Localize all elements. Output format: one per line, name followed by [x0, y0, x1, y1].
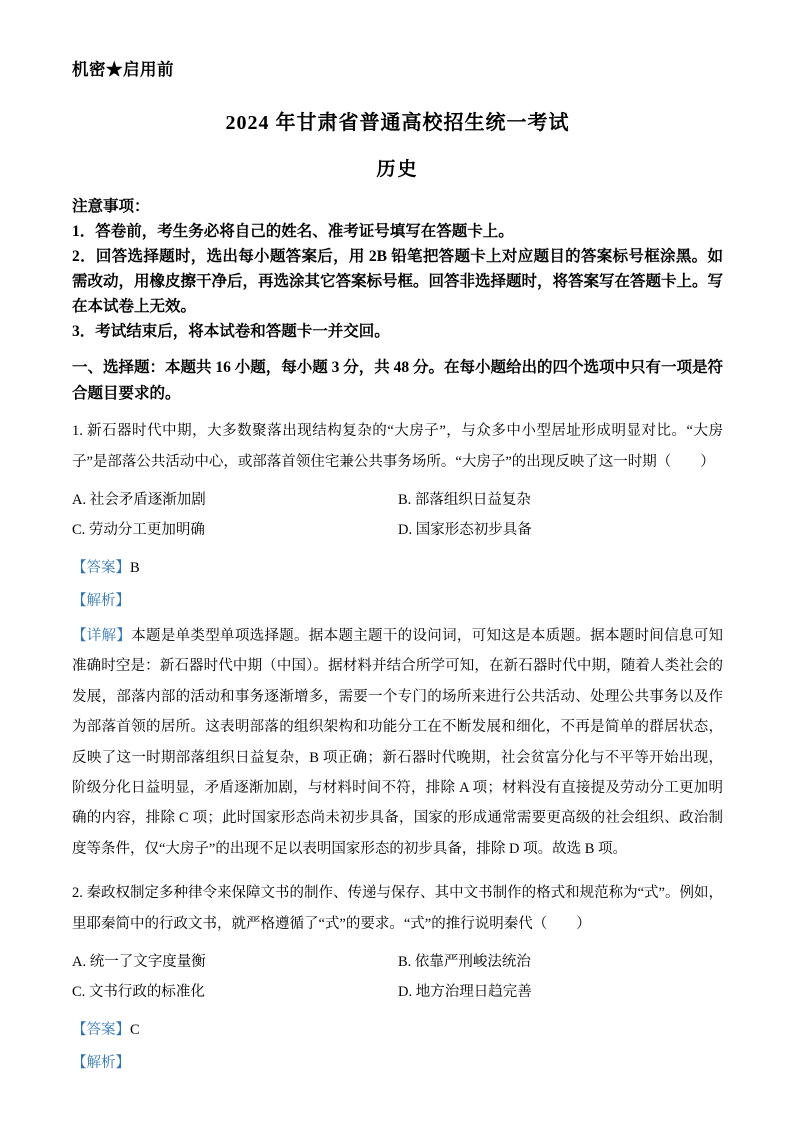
notice-section — [72, 194, 723, 344]
question-2-analysis-line — [72, 1053, 723, 1073]
classification-notice: 机密★启用前 — [72, 60, 174, 79]
answer-label: 【答案】 — [72, 1022, 130, 1039]
question-1-detail-text: 本题是单类型单项选择题。据本题主题干的设问词，可知这是本质题。据本题时间信息可知准确时空是：新石器时代中期（中国）。据材料并结合所学可知，在新石器时代中期，随着人类社会的发展，部落内部的活动和事务逐渐增多，需要一个专门的场所来进行公共活动、处理公共事务以及作为部落首领的居所。这表明部落的组织架构和功能分工在不断发展和细化，不再是简单的群居状态，反映了这一时期部落组织日益复杂，B 项正确；新石器时代晚期，社会贫富分化与不平等开始出现，阶级分化日益明显，矛盾逐渐加剧，与材料时间不符，排除 A 项；材料没有直接提及劳动分工更加明确的内容，排除 C 项；此时国家形态尚未初步具备，国家的形成通常需要更高级的社会组织、政治制度等条件，仅“大房子”的出现不足以表明国家形态的初步具备，排除 D 项。故选 B 项。 — [72, 628, 724, 857]
notice-item-1: 1．答卷前，考生务必将自己的姓名、准考证号填写在答题卡上。 — [72, 223, 514, 240]
question-2-stem: 2. 秦政权制定多种律令来保障文书的制作、传递与保存、其中文书制作的格式和规范称为“式”。例如，里耶秦简中的行政文书，就严格遵循了“式”的要求。“式”的推行说明秦代（ ） — [72, 885, 723, 933]
question-1-option-d: D. 国家形态初步具备 — [398, 522, 532, 538]
detail-label: 【详解】 — [72, 628, 132, 644]
answer-label: 【答案】 — [72, 560, 130, 576]
question-2-answer-value: C — [130, 1022, 140, 1039]
question-2-option-d: D. 地方治理日趋完善 — [398, 984, 532, 1001]
notice-item-2: 2．回答选择题时，选出每小题答案后，用 2B 铅笔把答题卡上对应题目的答案标号框涂黑。如需改动，用橡皮擦干净后，再选涂其它答案标号框。回答非选择题时，将答案写在答题卡上。写在本试卷上无效。 — [72, 248, 724, 315]
subject-title: 历史 — [376, 159, 419, 180]
analysis-label: 【解析】 — [72, 593, 130, 609]
question-2-option-b: B. 依靠严刑峻法统治 — [398, 954, 531, 971]
question-1-option-a: A. 社会矛盾逐渐加剧 — [72, 492, 206, 508]
notice-item-3: 3．考试结束后，将本试卷和答题卡一并交回。 — [72, 323, 390, 340]
question-2-option-c: C. 文书行政的标准化 — [72, 984, 205, 1001]
question-1-option-b: B. 部落组织日益复杂 — [398, 492, 531, 508]
notice-heading: 注意事项： — [72, 198, 150, 215]
question-1 — [72, 416, 723, 864]
question-1-option-c: C. 劳动分工更加明确 — [72, 522, 205, 538]
question-2-options — [72, 947, 723, 1007]
question-2-answer-line — [72, 1020, 723, 1040]
question-2-option-a: A. 统一了文字度量衡 — [72, 954, 206, 971]
question-2 — [72, 878, 723, 1073]
question-1-stem: 1. 新石器时代中期，大多数聚落出现结构复杂的“大房子”，与众多中小型居址形成明显对比。“大房子”是部落公共活动中心，或部落首领住宅兼公共事务场所。“大房子”的出现反映了这一时期（ ） — [72, 423, 723, 470]
question-1-answer-line — [72, 558, 723, 578]
question-1-answer-value: B — [130, 560, 140, 576]
section-heading-multiple-choice: 一、选择题：本题共 16 小题，每小题 3 分，共 48 分。在每小题给出的四个选项中只有一项是符合题目要求的。 — [72, 359, 724, 402]
question-1-detail — [72, 621, 723, 864]
question-1-analysis-line — [72, 591, 723, 611]
question-1-options — [72, 485, 723, 545]
page-title: 2024 年甘肃省普通高校招生统一考试 — [225, 112, 570, 134]
analysis-label: 【解析】 — [72, 1055, 130, 1072]
